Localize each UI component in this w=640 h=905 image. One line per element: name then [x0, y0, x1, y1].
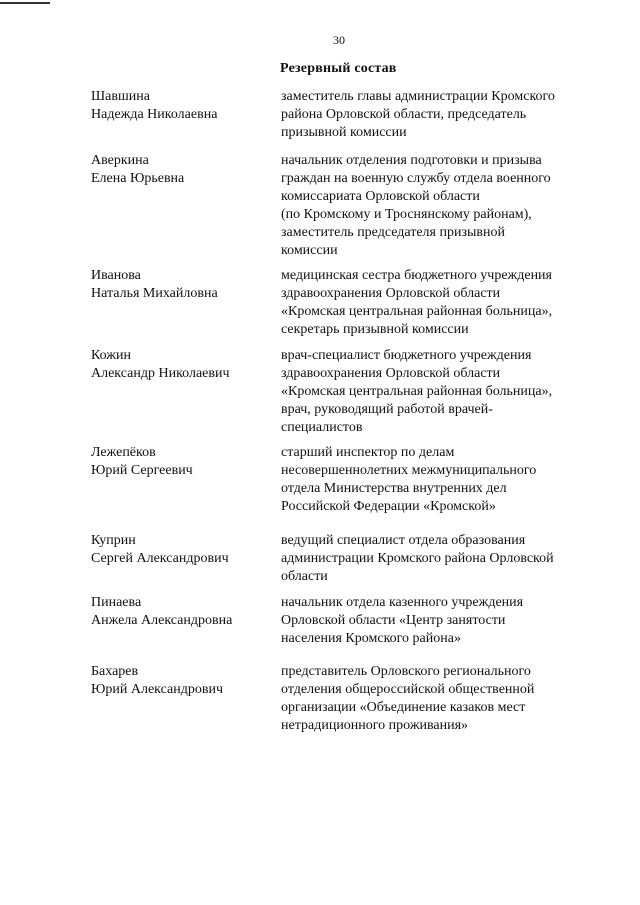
member-role-line: здравоохранения Орловской области [281, 366, 501, 381]
member-role-line: врач-специалист бюджетного учреждения [281, 348, 532, 363]
member-given-name: Анжела Александровна [91, 613, 233, 628]
member-role [281, 444, 601, 516]
member-role-line: администрации Кромского района Орловской [281, 551, 554, 566]
member-given-name: Юрий Александрович [91, 682, 223, 697]
member-role-line: заместитель председателя призывной [281, 225, 505, 240]
member-role [281, 347, 601, 437]
member-name [91, 152, 271, 188]
member-role-line: Российской Федерации «Кромской» [281, 499, 496, 514]
member-role-line: представитель Орловского регионального [281, 664, 531, 679]
member-surname: Шавшина [91, 89, 150, 104]
member-role [281, 663, 601, 735]
member-surname: Лежепёков [91, 445, 156, 460]
member-role [281, 88, 601, 142]
member-name [91, 594, 271, 630]
member-role [281, 532, 601, 586]
member-given-name: Юрий Сергеевич [91, 463, 193, 478]
member-role [281, 594, 601, 648]
member-role-line: секретарь призывной комиссии [281, 322, 469, 337]
member-role-line: ведущий специалист отдела образования [281, 533, 526, 548]
member-role-line: начальник отдела казенного учреждения [281, 595, 524, 610]
member-surname: Кожин [91, 348, 131, 363]
member-role-line: Орловской области «Центр занятости [281, 613, 506, 628]
member-given-name: Наталья Михайловна [91, 286, 218, 301]
member-surname: Бахарев [91, 664, 139, 679]
member-role-line: несовершеннолетних межмуниципального [281, 463, 537, 478]
member-role [281, 267, 601, 339]
member-role-line: заместитель главы администрации Кромского [281, 89, 555, 104]
member-role-line: граждан на военную службу отдела военного [281, 171, 551, 186]
member-name [91, 267, 271, 303]
member-role-line: отдела Министерства внутренних дел [281, 481, 507, 496]
member-role-line: (по Кромскому и Троснянскому районам), [281, 207, 532, 222]
member-role-line: медицинская сестра бюджетного учреждения [281, 268, 552, 283]
member-name [91, 532, 271, 568]
member-role-line: отделения общероссийской общественной [281, 682, 535, 697]
member-role-line: комиссии [281, 243, 338, 258]
member-role-line: населения Кромского района» [281, 631, 461, 646]
member-role-line: района Орловской области, председатель [281, 107, 527, 122]
member-surname: Аверкина [91, 153, 149, 168]
member-role [281, 152, 601, 260]
member-role-line: призывной комиссии [281, 125, 407, 140]
scan-edge-mark [0, 2, 50, 4]
member-role-line: «Кромская центральная районная больница», [281, 304, 553, 319]
member-role-line: «Кромская центральная районная больница», [281, 384, 553, 399]
member-role-line: начальник отделения подготовки и призыва [281, 153, 542, 168]
member-surname: Куприн [91, 533, 136, 548]
member-given-name: Сергей Александрович [91, 551, 229, 566]
member-role-line: организации «Объединение казаков мест [281, 700, 526, 715]
member-role-line: области [281, 569, 328, 584]
member-surname: Пинаева [91, 595, 142, 610]
member-role-line: здравоохранения Орловской области [281, 286, 501, 301]
member-name [91, 88, 271, 124]
member-given-name: Надежда Николаевна [91, 107, 218, 122]
member-name [91, 444, 271, 480]
section-title: Резервный состав [280, 61, 397, 76]
member-role-line: специалистов [281, 420, 363, 435]
member-surname: Иванова [91, 268, 141, 283]
member-name [91, 347, 271, 383]
member-role-line: нетрадиционного проживания» [281, 718, 469, 733]
page-number: 30 [333, 33, 345, 47]
member-role-line: комиссариата Орловской области [281, 189, 480, 204]
member-given-name: Елена Юрьевна [91, 171, 185, 186]
member-name [91, 663, 271, 699]
member-role-line: старший инспектор по делам [281, 445, 455, 460]
member-given-name: Александр Николаевич [91, 366, 230, 381]
member-role-line: врач, руководящий работой врачей- [281, 402, 493, 417]
